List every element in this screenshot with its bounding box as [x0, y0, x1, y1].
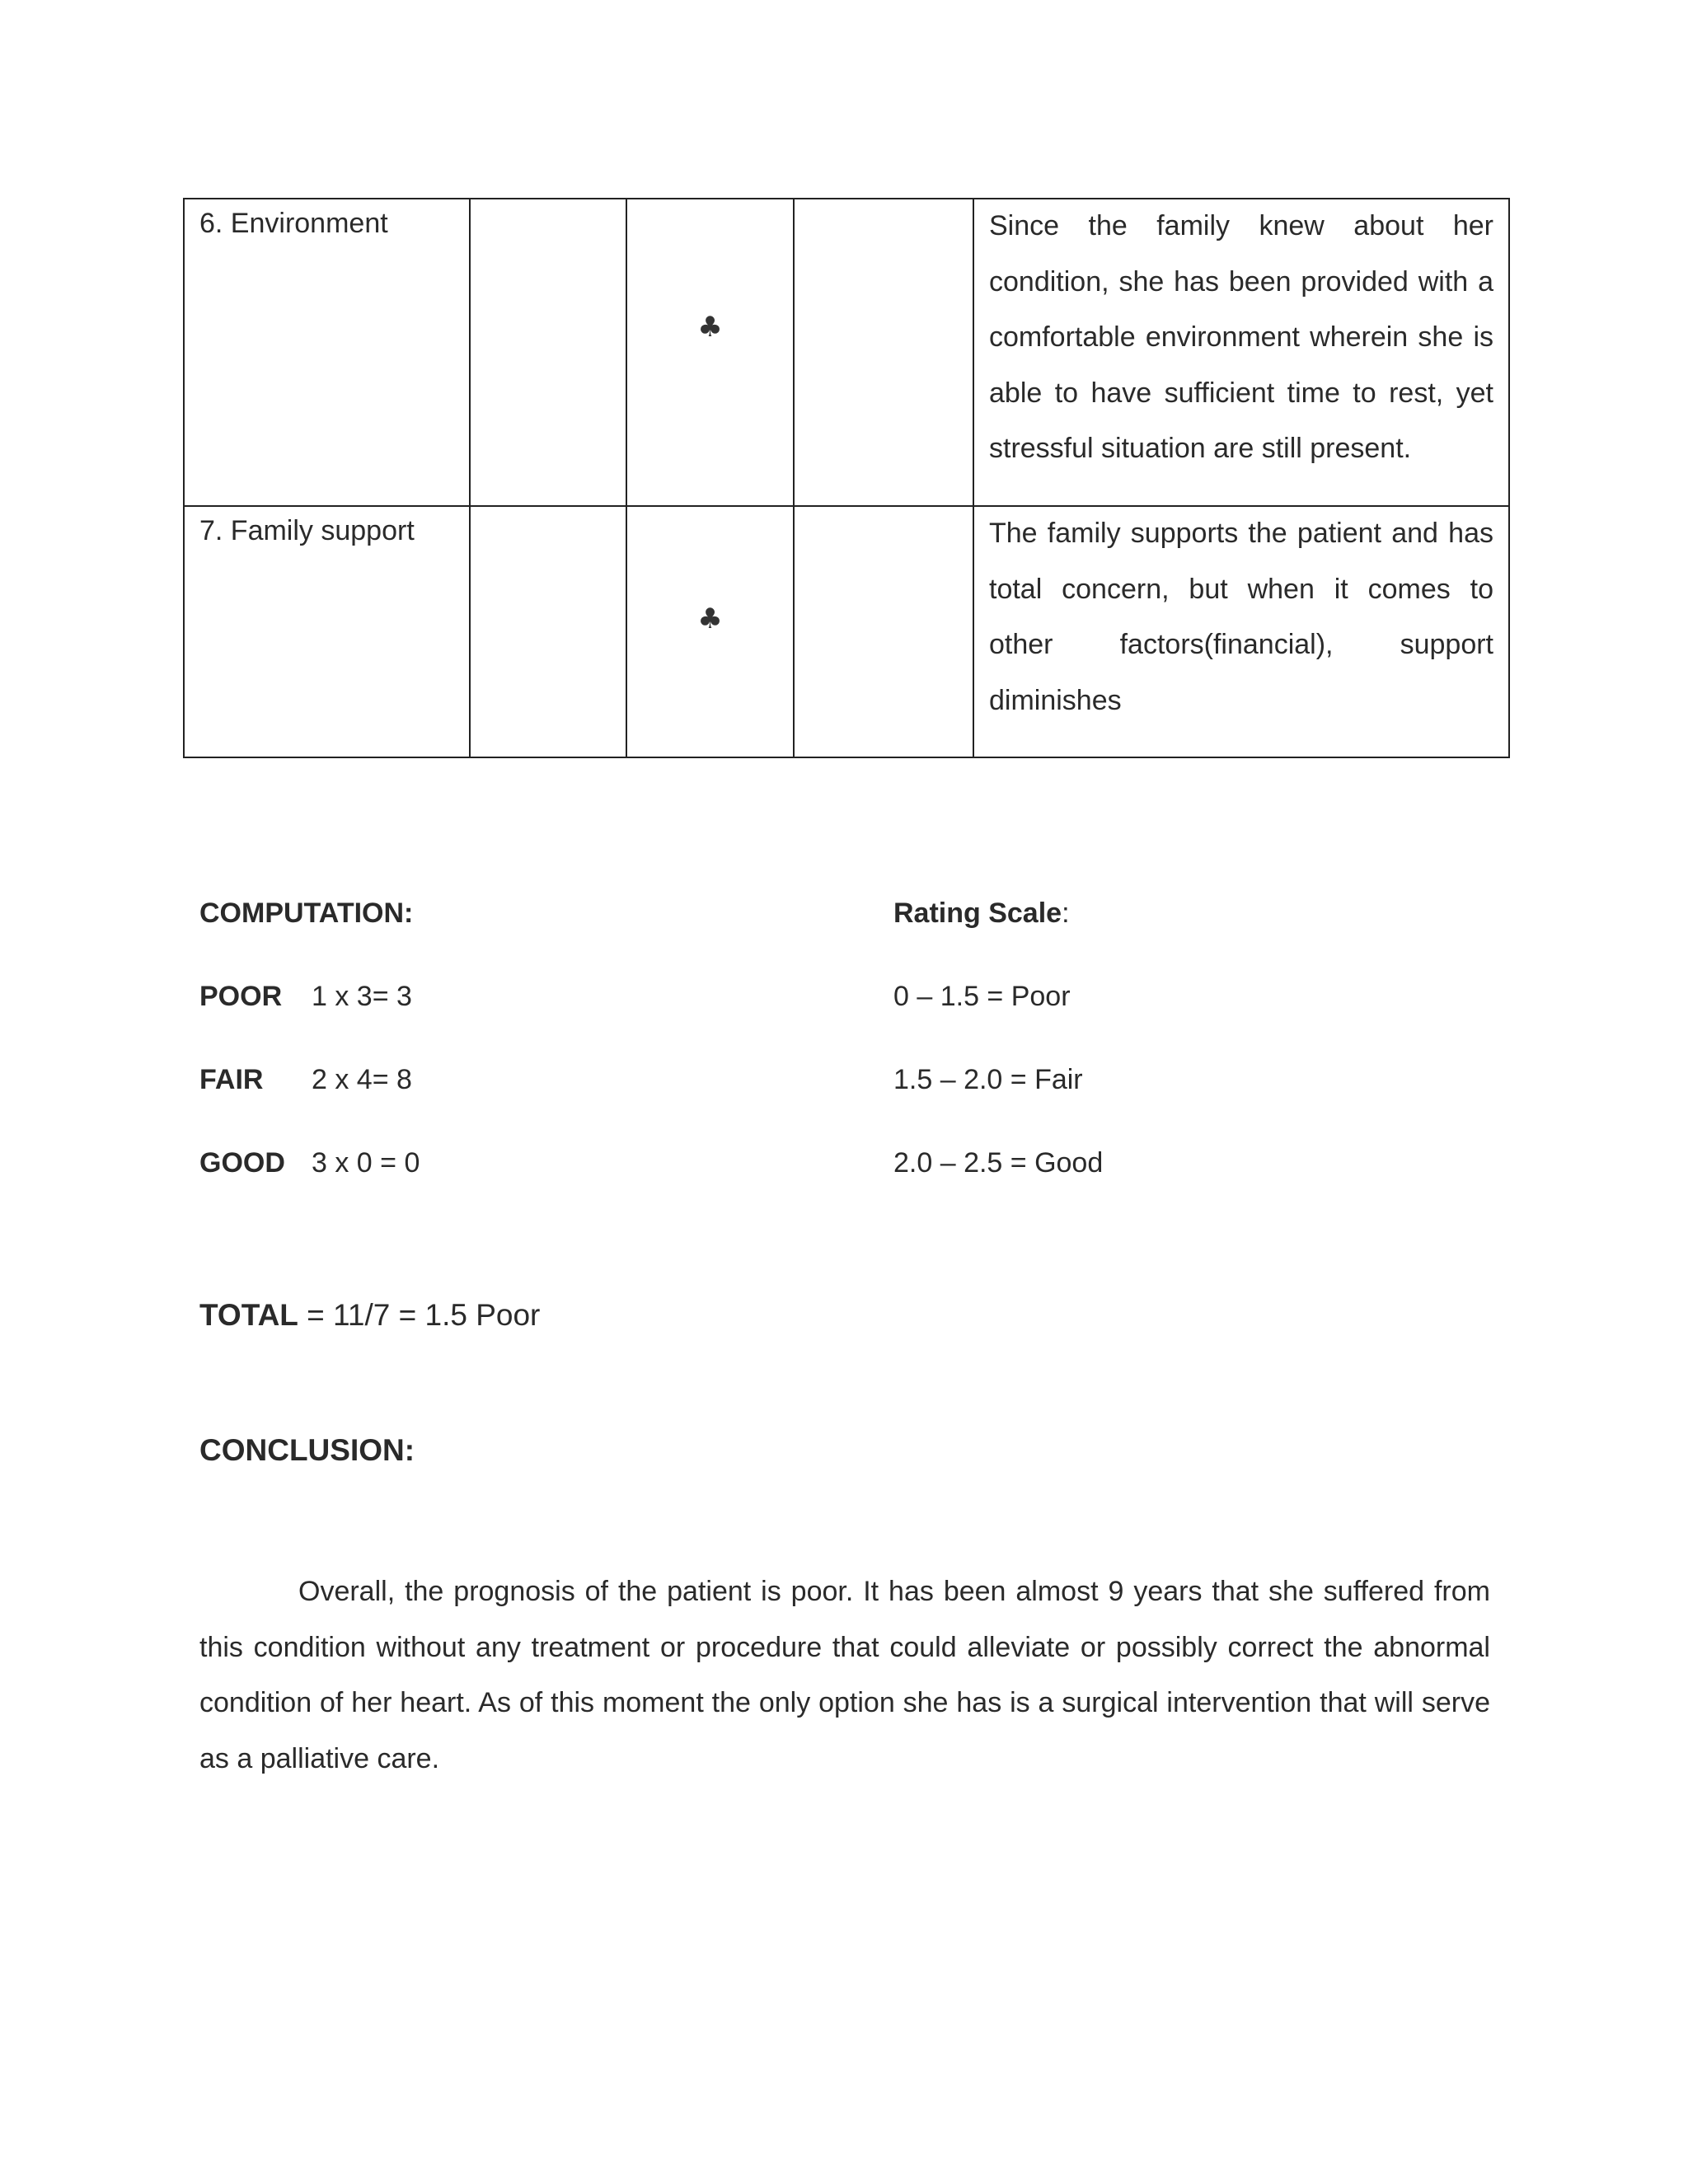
table-row	[184, 199, 1509, 506]
rating-cell-fair	[626, 199, 794, 506]
remark-text: Since the family knew about her condition, she has been provided with a comfortable environment wherein she is able to have sufficient time to rest, yet stressful situation are still present.	[989, 210, 1493, 464]
rating-scale-item: 1.5 – 2.0 = Fair	[893, 1064, 1083, 1095]
rating-cell-good	[794, 199, 973, 506]
factor-cell	[184, 199, 470, 506]
rating-scale-colon: :	[1062, 898, 1070, 929]
conclusion-heading: CONCLUSION:	[199, 1433, 415, 1467]
rating-scale-item: 2.0 – 2.5 = Good	[893, 1147, 1104, 1179]
table-row	[184, 506, 1509, 757]
rating-scale-title: Rating Scale	[893, 898, 1062, 929]
factor-label: 7. Family support	[199, 515, 415, 546]
computation-label-good: GOOD	[199, 1147, 285, 1179]
factor-cell	[184, 506, 470, 757]
rating-cell-fair	[626, 506, 794, 757]
computation-formula-good: 3 x 0 = 0	[312, 1147, 420, 1179]
remark-cell	[973, 199, 1509, 506]
rating-cell-poor	[470, 199, 626, 506]
computation-formula-poor: 1 x 3= 3	[312, 981, 412, 1012]
total-value: = 11/7 = 1.5 Poor	[298, 1298, 541, 1332]
factor-label: 6. Environment	[199, 208, 388, 239]
club-mark-icon: ♣	[697, 602, 723, 635]
remark-text: The family supports the patient and has total concern, but when it comes to other factors(financial), support diminishes	[989, 518, 1493, 716]
rating-cell-good	[794, 506, 973, 757]
total-line	[199, 1299, 540, 1332]
computation-label-poor: POOR	[199, 981, 283, 1012]
rating-scale-heading	[893, 897, 1070, 930]
club-mark-icon: ♣	[697, 311, 723, 344]
prognosis-table	[183, 198, 1510, 758]
rating-scale-item: 0 – 1.5 = Poor	[893, 981, 1071, 1012]
computation-heading: COMPUTATION:	[199, 898, 414, 929]
computation-formula-fair: 2 x 4= 8	[312, 1064, 412, 1095]
computation-label-fair: FAIR	[199, 1064, 264, 1095]
remark-cell	[973, 506, 1509, 757]
total-label: TOTAL	[199, 1298, 298, 1332]
rating-cell-poor	[470, 506, 626, 757]
conclusion-paragraph: Overall, the prognosis of the patient is poor. It has been almost 9 years that she suffered from this condition without any treatment or procedure that could alleviate or possibly correct the abnormal condition of her heart. As of this moment the only option she has is a surgical intervention that will serve as a palliative care.	[199, 1576, 1490, 1774]
